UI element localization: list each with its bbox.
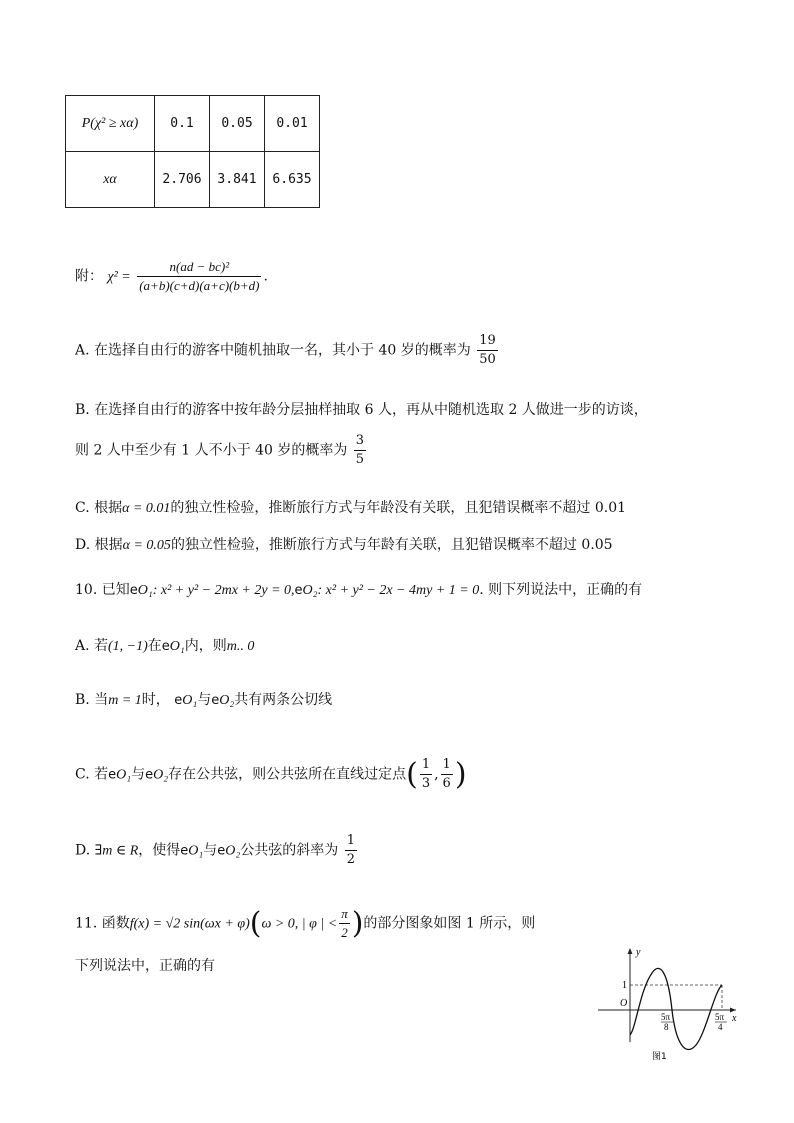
option-10d [75, 832, 359, 869]
circle-symbol: e [145, 767, 154, 783]
formula-denominator: (a+b)(c+d)(a+c)(b+d) [139, 278, 260, 293]
circle-name: O₁ [137, 583, 153, 598]
circle-symbol: e [217, 843, 226, 859]
right-paren: ) [454, 756, 467, 792]
circle-name: O₂ [225, 843, 241, 859]
option-9a [75, 332, 500, 369]
circle-symbol: e [180, 843, 189, 859]
function-expression: f(x) = √2 sin(ωx + φ) [129, 916, 250, 932]
option-10b [75, 690, 332, 711]
option-9b-line2 [75, 432, 368, 469]
left-paren: ( [406, 756, 418, 792]
fraction-numerator: π [339, 905, 350, 924]
sine-curve [630, 968, 722, 1049]
option-text: 与 [131, 766, 146, 783]
table-row-value: 2.706 [155, 152, 210, 208]
option-9c [75, 498, 626, 519]
option-math: m.. 0 [226, 639, 255, 654]
circle-name: O₂ [153, 767, 169, 783]
question-text: . 则下列说法中，正确的有 [479, 582, 643, 598]
option-text: 内，则 [184, 638, 227, 654]
option-text: A. 若 [75, 638, 109, 654]
option-fraction [345, 832, 357, 869]
option-fraction [354, 432, 366, 469]
tick-label-5pi4-num: 5π [715, 1012, 725, 1022]
question-11-stem [75, 905, 535, 942]
option-math: ∃m ∈ R [94, 843, 139, 859]
left-paren: ( [249, 905, 262, 941]
point-y-fraction [441, 756, 453, 793]
option-text: 时， [141, 692, 170, 708]
right-paren: ) [351, 905, 364, 941]
function-graph-figure [592, 942, 742, 1067]
fraction-denominator: 3 [421, 776, 431, 791]
table-row-value: 3.841 [210, 152, 265, 208]
option-text: 存在公共弦，则公共弦所在直线过定点 [168, 766, 407, 783]
circle-equation: : x² + y² − 2mx + 2y = 0, [152, 583, 295, 598]
question-text: 的部分图象如图 1 所示，则 [363, 915, 536, 932]
option-text: 公共弦的斜率为 [240, 842, 339, 859]
formula-fraction [137, 258, 261, 295]
option-text: 与 [197, 692, 212, 708]
option-math: α = 0.01 [122, 501, 171, 516]
option-text: 在 [147, 638, 162, 654]
option-text: C. 根据 [75, 500, 123, 516]
option-text: 则 2 人中至少有 1 人不小于 40 岁的概率为 [75, 442, 348, 459]
tick-label-5pi8-den: 8 [664, 1022, 669, 1032]
option-math: (1, −1) [108, 639, 148, 654]
fraction-denominator: 6 [442, 776, 451, 791]
tick-label-5pi8-num: 5π [661, 1012, 671, 1022]
fraction-denominator: 50 [479, 352, 496, 367]
option-10c [75, 756, 467, 793]
critical-value-table [65, 95, 320, 208]
option-text: 的独立性检验，推断旅行方式与年龄有关联，且犯错误概率不超过 0.05 [170, 537, 613, 553]
option-fraction [477, 332, 498, 369]
formula-prefix: 附： [75, 268, 103, 285]
y-axis-label: y [636, 947, 641, 958]
circle-name: O₁ [188, 843, 204, 859]
option-text: D. [75, 842, 91, 859]
circle-symbol: e [294, 583, 303, 598]
option-text: 共有两条公切线 [234, 692, 333, 708]
option-9b-line1: B. 在选择自由行的游客中按年龄分层抽样抽取 6 人，再从中随机选取 2 人做进一步的访谈， [75, 402, 648, 418]
table-header-value: 0.01 [265, 96, 320, 152]
fraction-numerator: 1 [441, 756, 453, 775]
circle-equation: : x² + y² − 2x − 4my + 1 = 0 [317, 583, 480, 598]
formula-numerator: n(ad − bc)² [137, 258, 261, 277]
option-text: D. 根据 [75, 537, 123, 553]
circle-symbol: e [211, 693, 220, 708]
fraction-denominator: 2 [341, 925, 348, 940]
formula-lhs: χ² = [107, 269, 131, 285]
question-11-line2: 下列说法中，正确的有 [75, 958, 215, 974]
point-x-fraction [420, 756, 432, 793]
fraction-numerator: 1 [420, 756, 432, 775]
circle-name: O₁ [182, 693, 198, 708]
x-axis-arrow [730, 1008, 736, 1013]
fraction-numerator: 1 [345, 832, 357, 851]
option-10a [75, 636, 254, 657]
circle-symbol: e [161, 639, 170, 654]
option-math: m = 1 [108, 693, 142, 708]
table-header-label: P(χ² ≥ xα) [66, 96, 155, 152]
fraction-denominator: 2 [346, 852, 355, 867]
function-condition: ω > 0, | φ | < [261, 916, 338, 932]
option-9d [75, 535, 613, 556]
figure-caption: 图1 [652, 1052, 667, 1062]
table-row-value: 6.635 [265, 152, 320, 208]
circle-name: O₁ [116, 767, 132, 783]
y-axis-arrow [628, 948, 633, 954]
option-text: C. 若 [75, 766, 109, 783]
option-text: 的独立性检验，推断旅行方式与年龄没有关联，且犯错误概率不超过 0.01 [170, 500, 627, 516]
question-text: 10. 已知 [75, 582, 130, 598]
question-10-stem [75, 580, 642, 601]
option-text: 与 [203, 842, 218, 859]
table-header-value: 0.1 [155, 96, 210, 152]
circle-symbol: e [129, 583, 138, 598]
circle-name: O₁ [169, 639, 185, 654]
circle-symbol: e [108, 767, 117, 783]
table-header-value: 0.05 [210, 96, 265, 152]
option-math: α = 0.05 [122, 538, 171, 553]
table-row-label: xα [66, 152, 155, 208]
fraction-denominator: 5 [355, 452, 365, 467]
circle-name: O₂ [219, 693, 235, 708]
pi-fraction [339, 905, 350, 942]
formula-suffix: . [263, 268, 268, 285]
circle-symbol: e [174, 693, 183, 708]
fraction-numerator: 3 [354, 432, 366, 451]
chi-square-formula [75, 258, 268, 295]
option-text: ，使得 [138, 842, 181, 859]
option-text: A. 在选择自由行的游客中随机抽取一名，其小于 40 岁的概率为 [75, 342, 471, 359]
tick-label-one: 1 [622, 980, 627, 991]
option-text: B. 当 [75, 692, 109, 708]
tick-label-5pi4-den: 4 [718, 1022, 723, 1032]
question-text: 11. 函数 [75, 915, 130, 932]
fraction-numerator: 19 [477, 332, 498, 351]
x-axis-label: x [732, 1013, 737, 1024]
origin-label: O [620, 998, 628, 1009]
comma: , [434, 766, 439, 783]
circle-name: O₂ [302, 583, 318, 598]
